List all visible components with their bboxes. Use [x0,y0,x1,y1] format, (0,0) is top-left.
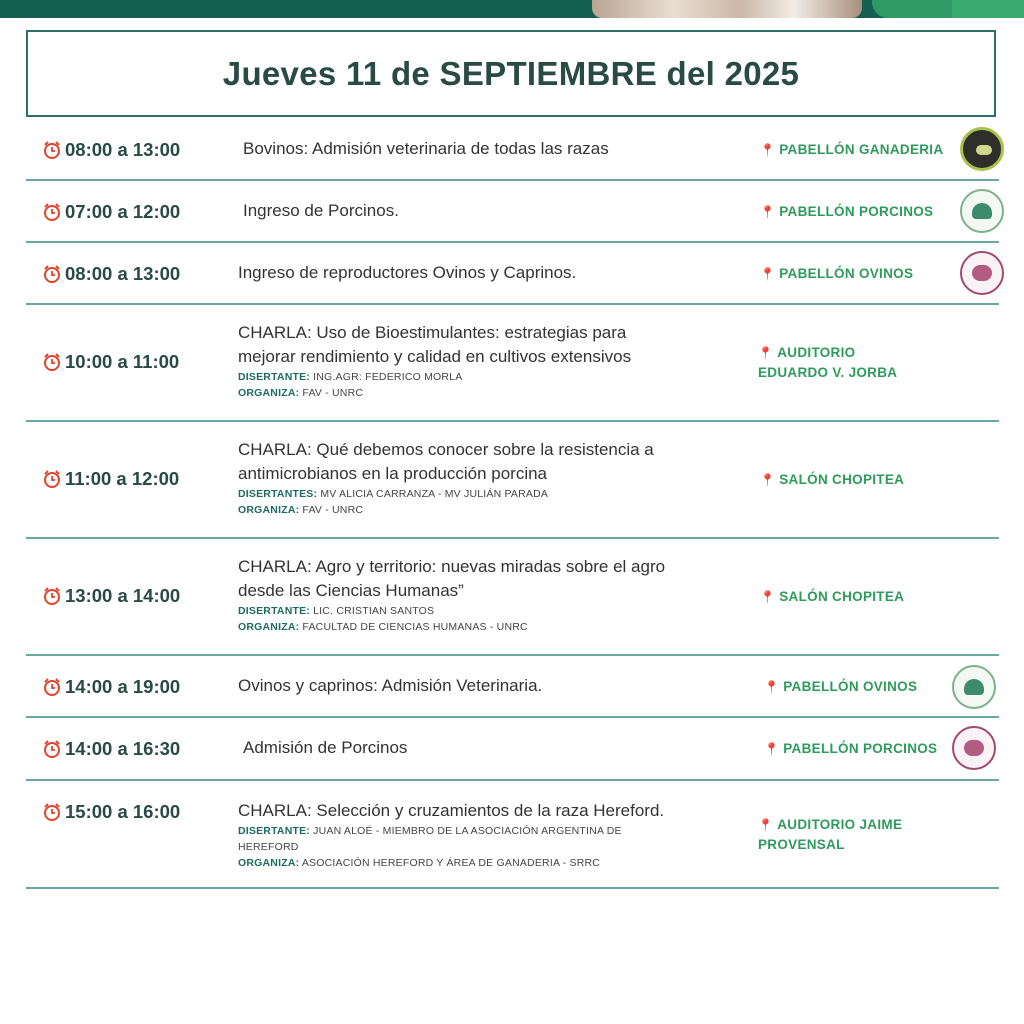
event-location [758,343,897,382]
alarm-clock-icon [42,677,62,697]
event-speaker-continued: HEREFORD [238,841,299,853]
event-location [760,140,943,160]
event-time-text: 11:00 a 12:00 [65,468,180,489]
event-location-text: PABELLÓN GANADERIA [779,142,944,157]
location-pin-icon: 📍 [760,473,776,487]
event-location-text: PABELLÓN PORCINOS [779,204,934,219]
event-location [760,202,933,222]
top-banner [0,0,1024,18]
event-description [243,736,407,760]
location-pin-icon: 📍 [760,143,776,157]
event-title-line: CHARLA: Qué debemos conocer sobre la resistencia a [238,440,654,459]
event-description [238,321,631,401]
date-header [26,30,996,117]
event-time-text: 15:00 a 16:00 [65,801,181,822]
event-location-text: SALÓN CHOPITEA [779,589,905,604]
event-location-text: PABELLÓN OVINOS [779,266,914,281]
event-title-line: mejorar rendimiento y calidad en cultivos extensivos [238,347,632,366]
event-time [42,585,180,607]
alarm-clock-icon [42,469,62,489]
event-organizer: ORGANIZA: ASOCIACIÓN HEREFORD Y ÁREA DE GANADERIA - SRRC [238,857,601,869]
event-time [42,201,180,223]
event-title-line: antimicrobianos en la producción porcina [238,464,548,483]
event-title-line: CHARLA: Agro y territorio: nuevas miradas sobre el agro [238,557,666,576]
ovinos-caprinos-logo-icon [952,665,996,709]
event-location [764,739,937,759]
location-pin-icon: 📍 [760,267,776,281]
event-title: Ingreso de reproductores Ovinos y Caprinos. [238,263,577,282]
area-porcinos-logo-icon [960,251,1004,295]
event-location-text: PABELLÓN OVINOS [783,679,918,694]
event-location [760,264,913,284]
schedule-row [26,718,999,781]
event-organizer: ORGANIZA: FACULTAD DE CIENCIAS HUMANAS - UNRC [238,621,528,633]
event-time [42,738,180,760]
banner-edge [952,0,1024,18]
event-title: Ingreso de Porcinos. [243,201,399,220]
event-title: CHARLA: Selección y cruzamientos de la raza Hereford. [238,801,665,820]
event-location [760,470,904,490]
event-title-line: desde las Ciencias Humanas” [238,581,464,600]
event-speaker: DISERTANTE: JUAN ALOÉ - MIEMBRO DE LA ASOCIACIÓN ARGENTINA DE [238,825,622,837]
event-description [238,261,576,285]
alarm-clock-icon [42,202,62,222]
schedule-row [26,422,999,539]
event-time-text: 07:00 a 12:00 [65,201,181,222]
alarm-clock-icon [42,802,62,822]
alarm-clock-icon [42,264,62,284]
event-time [42,139,180,161]
event-organizer: ORGANIZA: FAV - UNRC [238,504,364,516]
event-description [238,799,708,871]
location-pin-icon: 📍 [760,590,776,604]
location-pin-icon: 📍 [760,205,776,219]
event-location-text: EDUARDO V. JORBA [758,365,898,380]
event-location-text: AUDITORIO [777,345,856,360]
banner-accent [872,0,952,18]
event-title: Admisión de Porcinos [243,738,408,757]
schedule-row [26,305,999,422]
event-speaker: DISERTANTES: MV ALICIA CARRANZA - MV JULIÁN PARADA [238,488,549,500]
ovinos-caprinos-logo-icon [960,189,1004,233]
event-location-text: PROVENSAL [758,837,845,852]
event-location-text: SALÓN CHOPITEA [779,472,905,487]
event-time-text: 08:00 a 13:00 [65,263,181,284]
alarm-clock-icon [42,739,62,759]
event-time-text: 13:00 a 14:00 [65,585,181,606]
event-description [238,438,654,518]
page-title: Jueves 11 de SEPTIEMBRE del 2025 [222,54,800,92]
banner-photo [592,0,862,18]
location-pin-icon: 📍 [758,818,774,832]
alarm-clock-icon [42,352,62,372]
event-time [42,676,180,698]
event-location-text: PABELLÓN PORCINOS [783,741,938,756]
event-title-line: CHARLA: Uso de Bioestimulantes: estrategias para [238,323,627,342]
event-title: Bovinos: Admisión veterinaria de todas las razas [243,139,609,158]
event-time-text: 08:00 a 13:00 [65,139,181,160]
event-time [42,263,180,285]
event-location-text: AUDITORIO JAIME [777,817,903,832]
event-location [760,587,904,607]
schedule-row [26,539,999,656]
schedule-row [26,181,999,243]
event-speaker: DISERTANTE: ING.AGR: FEDERICO MORLA [238,371,463,383]
area-porcinos-logo-icon [952,726,996,770]
event-description [243,199,399,223]
event-description [243,137,609,161]
event-time-text: 14:00 a 19:00 [65,676,181,697]
schedule-row [26,781,999,889]
event-time [42,351,179,373]
schedule-row [26,656,999,718]
location-pin-icon: 📍 [758,346,774,360]
location-pin-icon: 📍 [764,680,780,694]
ganaderia-logo-icon [960,127,1004,171]
event-description [238,555,665,635]
event-time-text: 14:00 a 16:30 [65,738,181,759]
event-time-text: 10:00 a 11:00 [65,351,180,372]
location-pin-icon: 📍 [764,742,780,756]
alarm-clock-icon [42,586,62,606]
event-description [238,674,542,698]
event-speaker: DISERTANTE: LIC. CRISTIAN SANTOS [238,605,435,617]
schedule-list [26,119,999,889]
schedule-row [26,119,999,181]
schedule-row [26,243,999,305]
event-title: Ovinos y caprinos: Admisión Veterinaria. [238,676,543,695]
event-organizer: ORGANIZA: FAV - UNRC [238,387,364,399]
event-time [42,468,179,490]
event-location [764,677,917,697]
event-location [758,815,902,854]
alarm-clock-icon [42,140,62,160]
event-time [42,801,180,823]
